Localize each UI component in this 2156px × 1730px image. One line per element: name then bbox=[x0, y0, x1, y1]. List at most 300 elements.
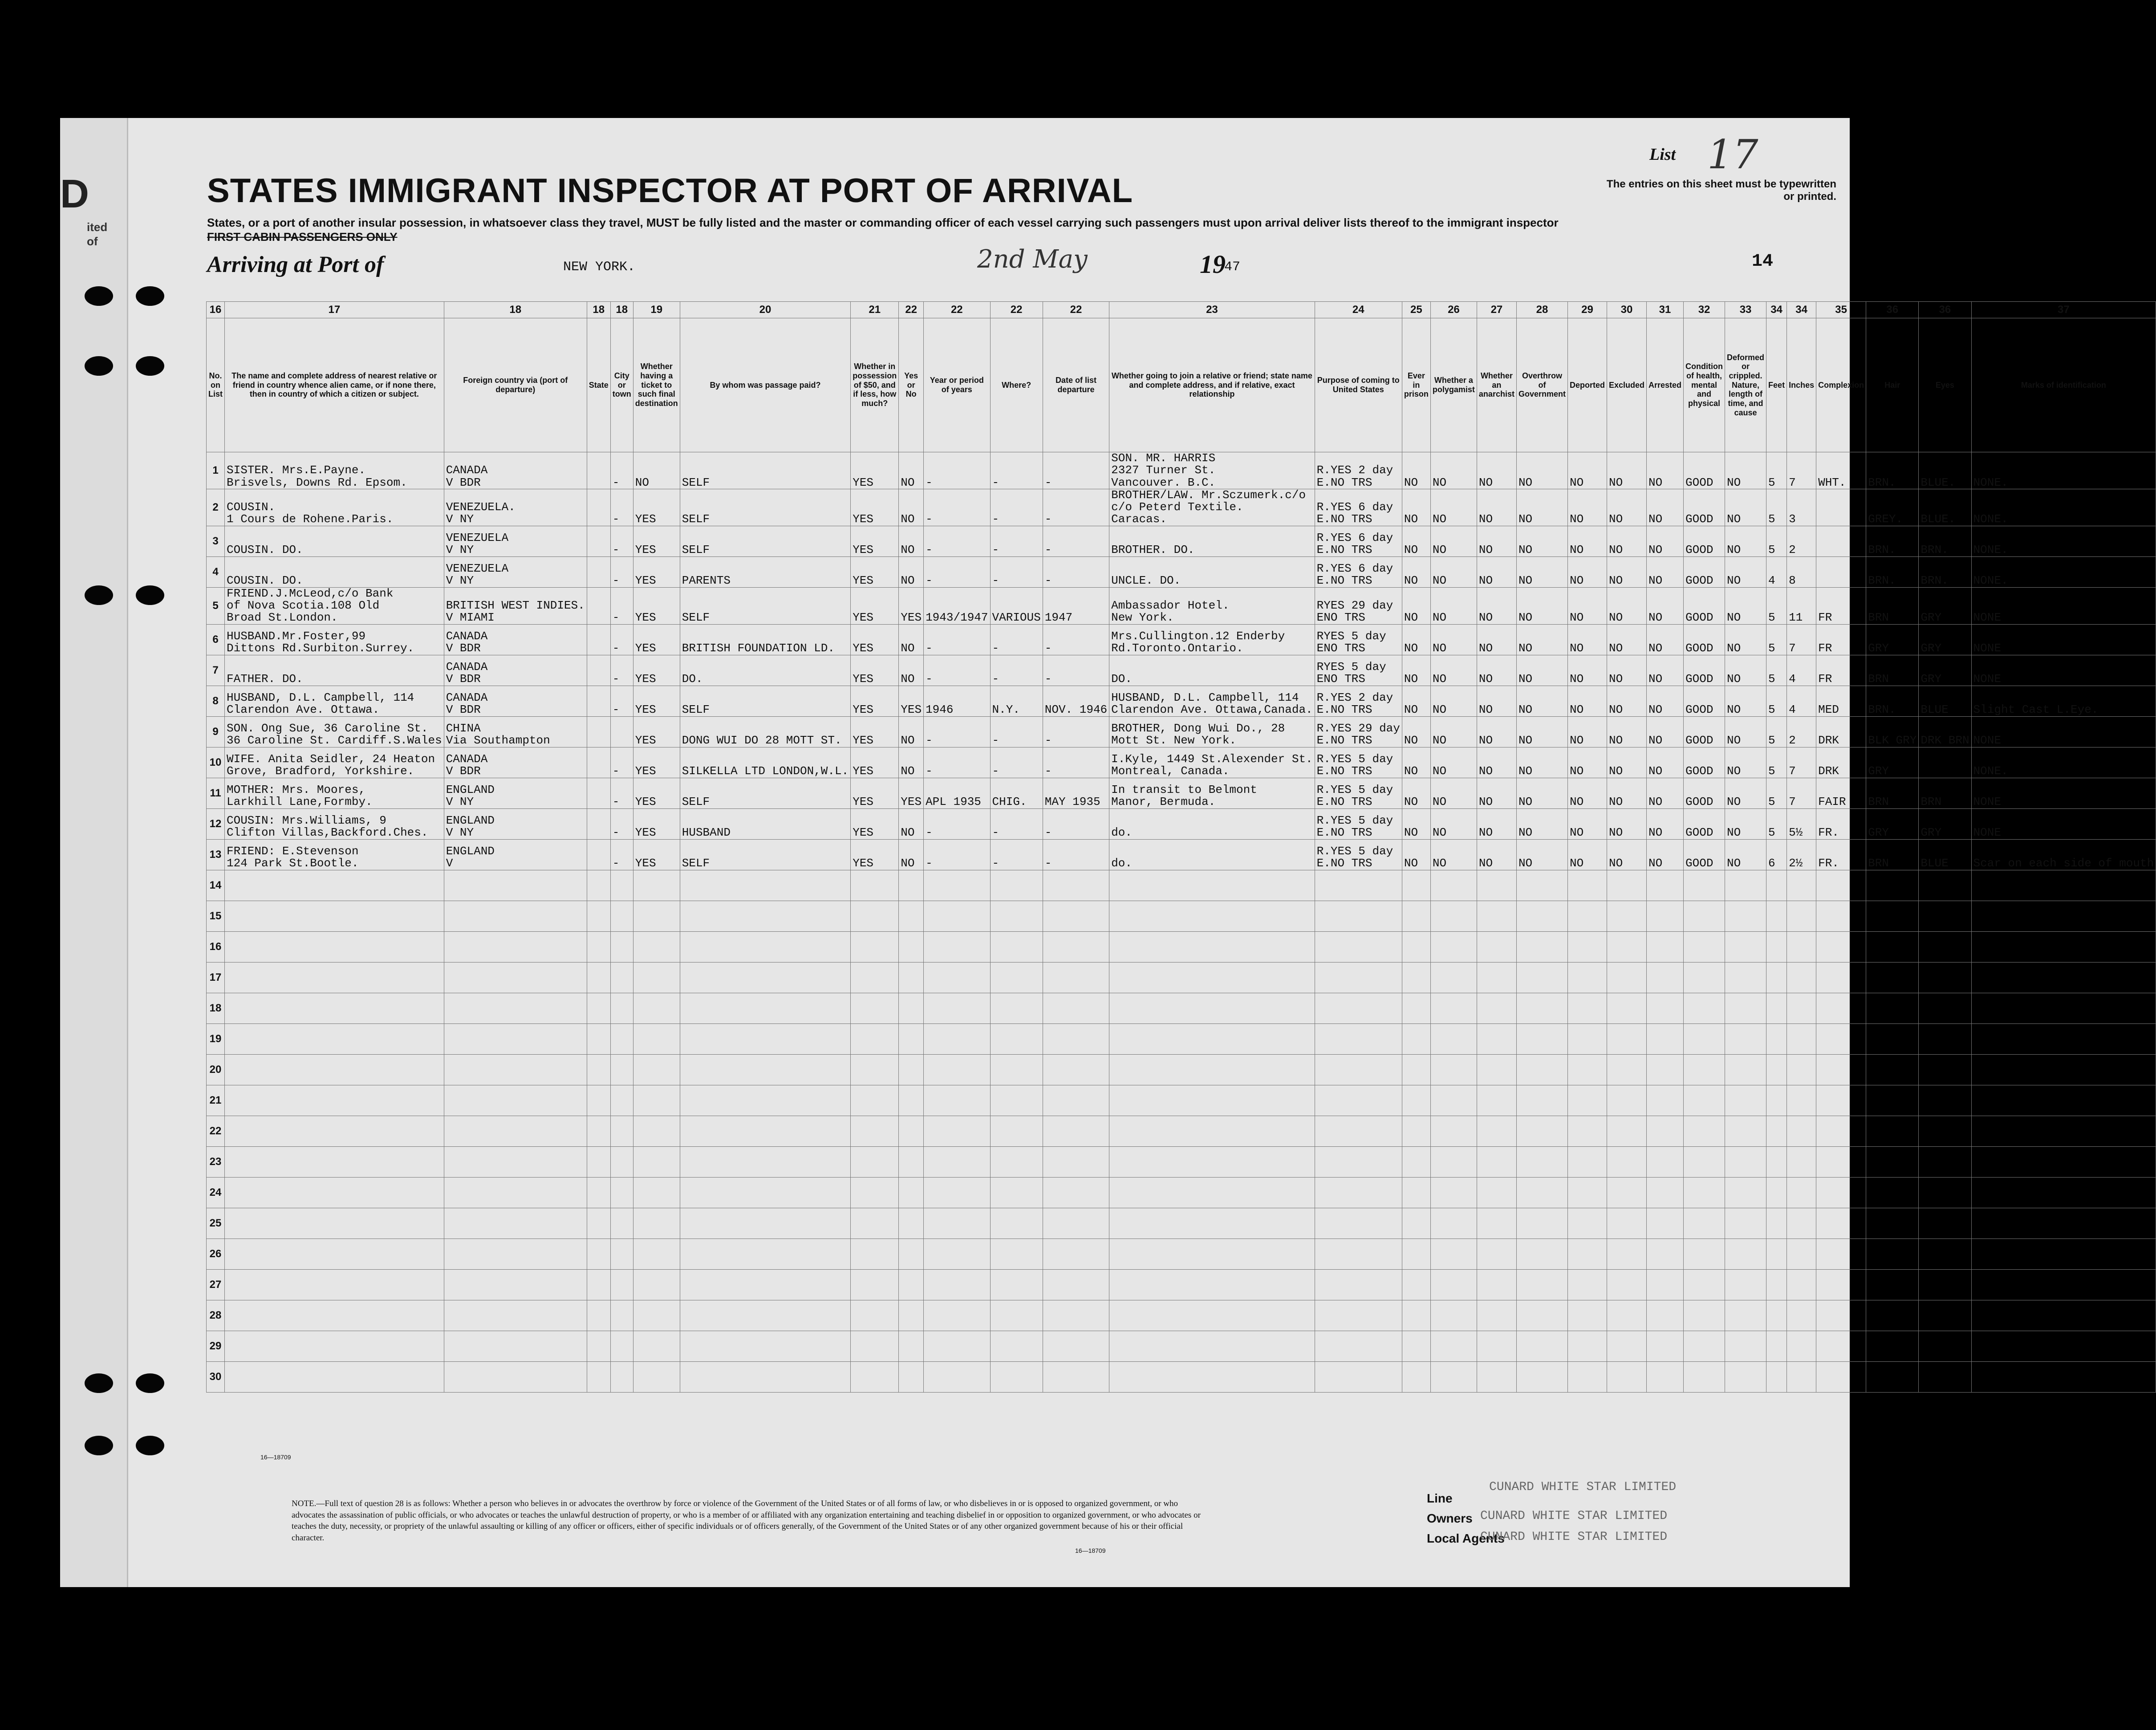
table-row bbox=[207, 1361, 2156, 1392]
table-row bbox=[207, 624, 2156, 655]
table-cell: BRITISH FOUNDATION LD. bbox=[680, 624, 850, 655]
table-cell: RYES 5 day ENO TRS bbox=[1315, 655, 1402, 686]
table-cell bbox=[680, 1054, 850, 1085]
table-cell bbox=[1866, 962, 1919, 993]
table-cell: NO bbox=[1402, 655, 1430, 686]
table-cell: NO bbox=[1402, 716, 1430, 747]
table-cell: NO bbox=[1647, 686, 1684, 716]
table-cell bbox=[633, 1269, 680, 1300]
table-cell bbox=[680, 962, 850, 993]
table-cell: NO bbox=[1607, 778, 1646, 808]
table-cell: BROTHER/LAW. Mr.Sczumerk.c/o c/o Peterd Textile. Caracas. bbox=[1109, 489, 1315, 526]
table-cell: GOOD bbox=[1684, 624, 1725, 655]
table-cell: - bbox=[610, 747, 633, 778]
table-cell bbox=[1684, 931, 1725, 962]
table-cell: - bbox=[924, 839, 990, 870]
table-cell: NO bbox=[1607, 489, 1646, 526]
table-cell bbox=[1315, 1269, 1402, 1300]
table-cell bbox=[444, 870, 587, 901]
table-cell bbox=[587, 839, 610, 870]
punch-hole bbox=[85, 1373, 113, 1393]
table-cell bbox=[1477, 1208, 1516, 1239]
table-cell bbox=[1766, 1177, 1787, 1208]
table-cell: - bbox=[924, 452, 990, 489]
table-cell bbox=[1402, 1361, 1430, 1392]
table-cell: - bbox=[990, 655, 1043, 686]
table-cell bbox=[899, 870, 924, 901]
table-cell bbox=[444, 1023, 587, 1054]
column-header: Hair bbox=[1866, 318, 1919, 452]
edge-word: of bbox=[87, 235, 98, 248]
table-cell bbox=[680, 1146, 850, 1177]
table-cell bbox=[1477, 1269, 1516, 1300]
table-cell: YES bbox=[633, 587, 680, 624]
table-cell: NO bbox=[1725, 839, 1766, 870]
table-cell: NO bbox=[1402, 624, 1430, 655]
table-cell: - bbox=[610, 489, 633, 526]
table-cell bbox=[1109, 1269, 1315, 1300]
table-cell: 30 bbox=[207, 1361, 225, 1392]
table-cell: FR. bbox=[1816, 808, 1866, 839]
table-cell: MAY 1935 bbox=[1043, 778, 1109, 808]
table-cell: - bbox=[610, 526, 633, 556]
table-cell: GOOD bbox=[1684, 452, 1725, 489]
table-cell bbox=[610, 901, 633, 931]
table-cell bbox=[924, 993, 990, 1023]
table-cell bbox=[1043, 1361, 1109, 1392]
table-cell bbox=[1647, 931, 1684, 962]
table-cell bbox=[1684, 901, 1725, 931]
column-header: Yes or No bbox=[899, 318, 924, 452]
table-cell bbox=[1647, 993, 1684, 1023]
table-cell bbox=[1766, 1331, 1787, 1361]
table-cell bbox=[1567, 993, 1607, 1023]
table-row bbox=[207, 526, 2156, 556]
manifest-sheet bbox=[60, 118, 2154, 1587]
table-cell: NO bbox=[1402, 556, 1430, 587]
table-row bbox=[207, 1146, 2156, 1177]
table-cell: NONE bbox=[1971, 655, 2156, 686]
table-cell: 1943/1947 bbox=[924, 587, 990, 624]
table-cell: NO bbox=[1477, 747, 1516, 778]
table-cell bbox=[990, 1023, 1043, 1054]
table-cell: GRY bbox=[1919, 655, 1971, 686]
table-cell bbox=[1725, 1116, 1766, 1146]
table-cell: YES bbox=[633, 556, 680, 587]
table-cell: YES bbox=[851, 686, 899, 716]
column-number: 24 bbox=[1315, 302, 1402, 318]
table-cell bbox=[1402, 962, 1430, 993]
table-cell: HUSBAND bbox=[680, 808, 850, 839]
edge-word: ited bbox=[87, 220, 108, 234]
table-cell bbox=[1919, 1269, 1971, 1300]
table-cell bbox=[1516, 1239, 1567, 1269]
table-cell bbox=[899, 1085, 924, 1116]
table-cell bbox=[1787, 1208, 1816, 1239]
table-row bbox=[207, 489, 2156, 526]
table-cell: YES bbox=[633, 716, 680, 747]
table-cell bbox=[1607, 870, 1646, 901]
table-cell bbox=[1725, 870, 1766, 901]
table-cell bbox=[924, 1208, 990, 1239]
table-cell bbox=[1766, 870, 1787, 901]
table-cell bbox=[1402, 1054, 1430, 1085]
table-cell: NO bbox=[1567, 655, 1607, 686]
table-cell: - bbox=[1043, 624, 1109, 655]
table-cell bbox=[1109, 1300, 1315, 1331]
table-cell bbox=[1919, 962, 1971, 993]
table-cell: NO bbox=[1607, 686, 1646, 716]
table-cell: FR bbox=[1816, 587, 1866, 624]
table-cell bbox=[1477, 962, 1516, 993]
table-cell: - bbox=[1043, 839, 1109, 870]
table-cell: BRN bbox=[1866, 655, 1919, 686]
table-cell: VARIOUS bbox=[990, 587, 1043, 624]
table-cell: ENGLAND V NY bbox=[444, 778, 587, 808]
table-cell bbox=[225, 1085, 444, 1116]
punch-hole bbox=[136, 1436, 164, 1455]
table-cell bbox=[1684, 1146, 1725, 1177]
table-cell: NO bbox=[1516, 556, 1567, 587]
table-row bbox=[207, 1208, 2156, 1239]
table-cell bbox=[680, 1331, 850, 1361]
table-cell bbox=[1766, 1300, 1787, 1331]
table-cell: BLK GRY bbox=[1866, 716, 1919, 747]
table-cell bbox=[1787, 1116, 1816, 1146]
table-cell: BRITISH WEST INDIES. V MIAMI bbox=[444, 587, 587, 624]
table-cell bbox=[444, 901, 587, 931]
table-cell bbox=[1516, 1300, 1567, 1331]
table-cell bbox=[444, 931, 587, 962]
table-cell: NO bbox=[1725, 778, 1766, 808]
table-cell bbox=[1109, 1054, 1315, 1085]
table-cell bbox=[1516, 1146, 1567, 1177]
line-label: Line bbox=[1427, 1491, 1453, 1505]
table-cell: HUSBAND, D.L. Campbell, 114 Clarendon Ave. Ottawa,Canada. bbox=[1109, 686, 1315, 716]
table-cell bbox=[1787, 1269, 1816, 1300]
table-cell bbox=[1043, 962, 1109, 993]
table-cell bbox=[444, 1331, 587, 1361]
table-cell bbox=[1919, 1208, 1971, 1239]
table-cell: GRY bbox=[1919, 624, 1971, 655]
table-cell bbox=[587, 526, 610, 556]
table-row bbox=[207, 870, 2156, 901]
table-cell: FRIEND: E.Stevenson 124 Park St.Bootle. bbox=[225, 839, 444, 870]
table-cell: NO bbox=[1607, 624, 1646, 655]
table-cell bbox=[1315, 1146, 1402, 1177]
table-cell bbox=[1402, 901, 1430, 931]
table-cell: - bbox=[990, 556, 1043, 587]
table-cell bbox=[1787, 1177, 1816, 1208]
table-cell: 5 bbox=[1766, 624, 1787, 655]
table-cell bbox=[1866, 1208, 1919, 1239]
table-cell bbox=[1816, 870, 1866, 901]
table-cell bbox=[851, 1331, 899, 1361]
table-cell: - bbox=[924, 489, 990, 526]
table-cell: - bbox=[924, 655, 990, 686]
table-cell: NO bbox=[1607, 716, 1646, 747]
table-cell: RYES 29 day ENO TRS bbox=[1315, 587, 1402, 624]
table-cell: YES bbox=[851, 808, 899, 839]
list-number: 17 bbox=[1707, 131, 1758, 178]
table-cell: NO bbox=[1607, 839, 1646, 870]
table-cell: 7 bbox=[1787, 778, 1816, 808]
column-number: 17 bbox=[225, 302, 444, 318]
table-cell: NONE bbox=[1971, 624, 2156, 655]
table-cell bbox=[990, 1208, 1043, 1239]
column-number: 23 bbox=[1109, 302, 1315, 318]
table-cell: YES bbox=[899, 587, 924, 624]
table-cell bbox=[1866, 1269, 1919, 1300]
table-cell bbox=[1402, 1085, 1430, 1116]
table-cell bbox=[1971, 901, 2156, 931]
table-cell bbox=[1516, 901, 1567, 931]
table-cell bbox=[587, 1300, 610, 1331]
table-cell bbox=[587, 489, 610, 526]
table-cell bbox=[587, 747, 610, 778]
table-cell bbox=[1725, 1269, 1766, 1300]
table-cell: 6 bbox=[207, 624, 225, 655]
table-cell bbox=[1787, 1023, 1816, 1054]
column-number: 32 bbox=[1684, 302, 1725, 318]
table-cell: 18 bbox=[207, 993, 225, 1023]
column-header: Whether having a ticket to such final destination bbox=[633, 318, 680, 452]
table-cell bbox=[587, 1331, 610, 1361]
table-cell: - bbox=[1043, 655, 1109, 686]
table-cell: Scar on each side of mouth bbox=[1971, 839, 2156, 870]
table-cell bbox=[990, 1116, 1043, 1146]
table-cell bbox=[1816, 962, 1866, 993]
table-row bbox=[207, 1269, 2156, 1300]
table-cell: NO bbox=[1430, 452, 1477, 489]
table-cell bbox=[924, 962, 990, 993]
column-header: Arrested bbox=[1647, 318, 1684, 452]
table-cell: FATHER. DO. bbox=[225, 655, 444, 686]
table-cell bbox=[610, 1361, 633, 1392]
year-suffix: 47 bbox=[1224, 260, 1241, 275]
column-header: Complexion bbox=[1816, 318, 1866, 452]
table-cell bbox=[1971, 1177, 2156, 1208]
table-cell bbox=[680, 993, 850, 1023]
table-cell bbox=[633, 1361, 680, 1392]
table-cell bbox=[1725, 1054, 1766, 1085]
table-cell: NO bbox=[1567, 686, 1607, 716]
table-cell: NO bbox=[1647, 624, 1684, 655]
table-cell bbox=[633, 1300, 680, 1331]
table-cell: YES bbox=[851, 489, 899, 526]
table-cell: YES bbox=[633, 624, 680, 655]
table-cell bbox=[1971, 931, 2156, 962]
table-cell: 20 bbox=[207, 1054, 225, 1085]
table-cell bbox=[1477, 901, 1516, 931]
table-cell bbox=[1725, 1361, 1766, 1392]
table-cell: 4 bbox=[1766, 556, 1787, 587]
table-cell bbox=[444, 1300, 587, 1331]
column-header: The name and complete address of nearest relative or friend in country whence alien came, or if none there, then in country of which a citizen or subject. bbox=[225, 318, 444, 452]
table-cell: 7 bbox=[1787, 624, 1816, 655]
table-cell: NO bbox=[1607, 556, 1646, 587]
table-cell: - bbox=[1043, 452, 1109, 489]
table-cell: GOOD bbox=[1684, 747, 1725, 778]
table-cell bbox=[1402, 1331, 1430, 1361]
table-cell bbox=[610, 1239, 633, 1269]
table-cell bbox=[225, 1361, 444, 1392]
column-header: Ever in prison bbox=[1402, 318, 1430, 452]
table-cell bbox=[1402, 931, 1430, 962]
table-cell bbox=[587, 655, 610, 686]
table-cell bbox=[225, 1023, 444, 1054]
table-cell: NO bbox=[1402, 686, 1430, 716]
table-cell bbox=[1725, 1331, 1766, 1361]
punch-hole bbox=[85, 585, 113, 605]
table-cell bbox=[1430, 870, 1477, 901]
table-cell bbox=[610, 1269, 633, 1300]
table-cell: 16 bbox=[207, 931, 225, 962]
table-cell bbox=[1787, 870, 1816, 901]
table-row bbox=[207, 808, 2156, 839]
page-number: 14 bbox=[1752, 252, 1774, 272]
table-cell: GOOD bbox=[1684, 655, 1725, 686]
table-cell bbox=[1109, 1208, 1315, 1239]
table-cell: 4 bbox=[1787, 655, 1816, 686]
table-cell: 5 bbox=[1766, 587, 1787, 624]
table-row bbox=[207, 556, 2156, 587]
punch-hole bbox=[136, 1373, 164, 1393]
table-cell: DRK bbox=[1816, 747, 1866, 778]
table-cell: NONE bbox=[1971, 587, 2156, 624]
table-cell bbox=[1315, 1177, 1402, 1208]
table-cell: SELF bbox=[680, 489, 850, 526]
table-cell: NO bbox=[1647, 655, 1684, 686]
table-cell: - bbox=[1043, 556, 1109, 587]
table-cell: - bbox=[990, 489, 1043, 526]
table-cell bbox=[1567, 1085, 1607, 1116]
table-cell bbox=[1766, 901, 1787, 931]
table-cell bbox=[1567, 1116, 1607, 1146]
arrival-date: 2nd May bbox=[977, 245, 1088, 274]
table-cell bbox=[990, 993, 1043, 1023]
table-cell bbox=[587, 1054, 610, 1085]
table-cell bbox=[1725, 1208, 1766, 1239]
table-cell bbox=[1430, 1361, 1477, 1392]
table-cell bbox=[990, 1269, 1043, 1300]
table-cell: NO bbox=[1647, 556, 1684, 587]
table-cell bbox=[1315, 1300, 1402, 1331]
table-cell: R.YES 5 day E.NO TRS bbox=[1315, 778, 1402, 808]
table-cell: NO bbox=[1725, 686, 1766, 716]
table-cell bbox=[1430, 901, 1477, 931]
table-cell: CHIG. bbox=[990, 778, 1043, 808]
table-row bbox=[207, 962, 2156, 993]
table-cell bbox=[587, 1146, 610, 1177]
table-cell bbox=[1787, 931, 1816, 962]
table-cell bbox=[610, 993, 633, 1023]
table-cell: SELF bbox=[680, 686, 850, 716]
table-cell bbox=[899, 993, 924, 1023]
table-cell: NO bbox=[1402, 526, 1430, 556]
table-cell bbox=[899, 1300, 924, 1331]
table-cell: - bbox=[1043, 808, 1109, 839]
table-cell: 4 bbox=[207, 556, 225, 587]
table-cell bbox=[1430, 1300, 1477, 1331]
table-cell: ENGLAND V bbox=[444, 839, 587, 870]
table-cell bbox=[1477, 1085, 1516, 1116]
table-cell bbox=[1816, 1116, 1866, 1146]
table-cell bbox=[1477, 993, 1516, 1023]
table-cell bbox=[1919, 1239, 1971, 1269]
table-cell bbox=[1109, 931, 1315, 962]
column-header: Purpose of coming to United States bbox=[1315, 318, 1402, 452]
table-cell: BLUE. bbox=[1919, 452, 1971, 489]
table-cell bbox=[225, 931, 444, 962]
table-cell bbox=[899, 1269, 924, 1300]
table-cell: NO bbox=[1402, 489, 1430, 526]
table-cell bbox=[1725, 1023, 1766, 1054]
table-cell bbox=[1816, 901, 1866, 931]
table-cell bbox=[924, 1177, 990, 1208]
table-cell bbox=[587, 1208, 610, 1239]
table-cell bbox=[610, 1300, 633, 1331]
table-cell: 17 bbox=[207, 962, 225, 993]
table-cell bbox=[1315, 962, 1402, 993]
table-cell bbox=[1787, 1239, 1816, 1269]
table-cell: NO bbox=[1725, 526, 1766, 556]
table-cell: NO bbox=[899, 556, 924, 587]
column-number: 34 bbox=[1787, 302, 1816, 318]
table-cell bbox=[1866, 1300, 1919, 1331]
year-prefix: 19 bbox=[1200, 250, 1226, 279]
table-cell bbox=[587, 1023, 610, 1054]
table-cell: BROTHER. DO. bbox=[1109, 526, 1315, 556]
table-cell bbox=[1109, 1361, 1315, 1392]
table-cell: 9 bbox=[207, 716, 225, 747]
table-cell: - bbox=[1043, 489, 1109, 526]
table-cell: 5 bbox=[1766, 655, 1787, 686]
table-cell: NOV. 1946 bbox=[1043, 686, 1109, 716]
table-cell: YES bbox=[851, 556, 899, 587]
table-cell: - bbox=[610, 587, 633, 624]
table-cell: GRY bbox=[1919, 587, 1971, 624]
table-cell: 5 bbox=[207, 587, 225, 624]
column-header: Foreign country via (port of departure) bbox=[444, 318, 587, 452]
table-row bbox=[207, 839, 2156, 870]
table-cell: YES bbox=[633, 526, 680, 556]
table-cell bbox=[924, 1269, 990, 1300]
table-cell bbox=[1477, 870, 1516, 901]
column-header: No. on List bbox=[207, 318, 225, 452]
table-cell: GRY bbox=[1866, 808, 1919, 839]
table-cell: 22 bbox=[207, 1116, 225, 1146]
table-cell bbox=[1787, 993, 1816, 1023]
table-cell bbox=[1684, 962, 1725, 993]
table-cell bbox=[1725, 1146, 1766, 1177]
table-cell: 5 bbox=[1766, 452, 1787, 489]
table-cell: NO bbox=[1477, 526, 1516, 556]
table-cell: NO bbox=[1477, 839, 1516, 870]
punch-hole bbox=[136, 356, 164, 376]
table-cell bbox=[1816, 1023, 1866, 1054]
table-cell bbox=[680, 1208, 850, 1239]
table-cell bbox=[924, 1300, 990, 1331]
table-cell bbox=[1816, 931, 1866, 962]
table-cell: NO bbox=[1516, 655, 1567, 686]
table-cell bbox=[924, 931, 990, 962]
table-cell bbox=[1919, 1177, 1971, 1208]
table-cell bbox=[1430, 1054, 1477, 1085]
table-cell bbox=[1919, 747, 1971, 778]
table-cell: YES bbox=[851, 778, 899, 808]
table-cell bbox=[1647, 1208, 1684, 1239]
